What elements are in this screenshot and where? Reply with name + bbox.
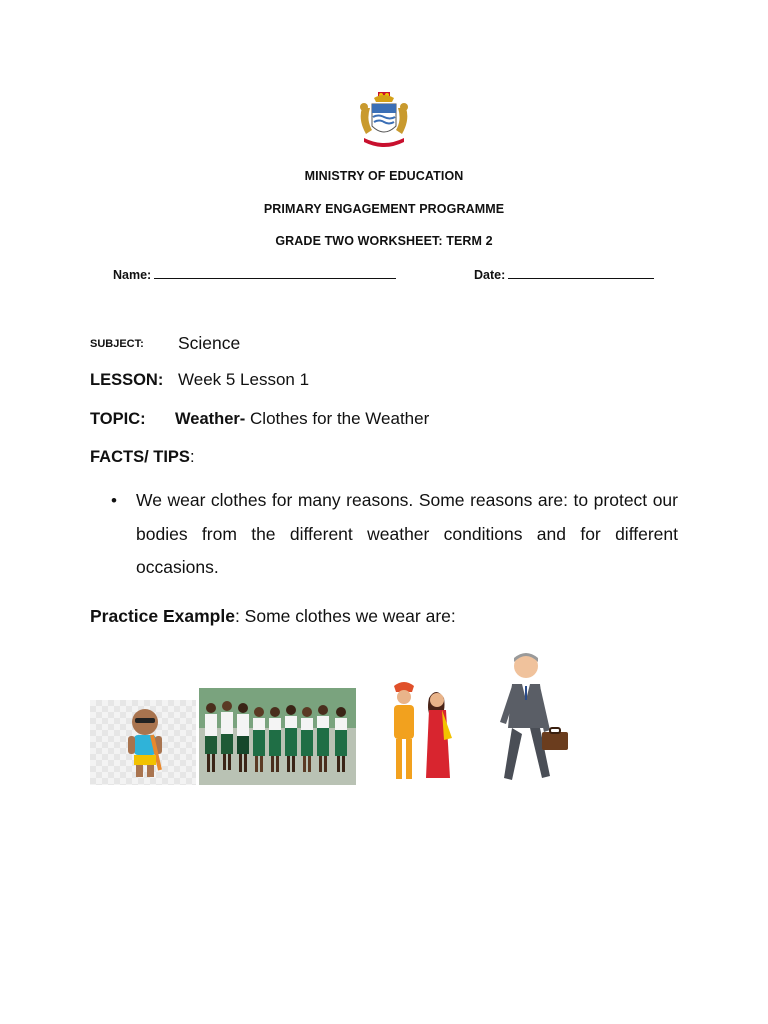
- coat-of-arms-icon: [354, 90, 414, 152]
- topic-value: Clothes for the Weather: [245, 409, 430, 428]
- facts-row: [90, 448, 195, 467]
- worksheet-heading: GRADE TWO WORKSHEET: TERM 2: [275, 234, 493, 248]
- topic-label: TOPIC:: [90, 410, 146, 428]
- programme-heading: PRIMARY ENGAGEMENT PROGRAMME: [263, 202, 505, 216]
- practice-label: Practice Example: [90, 606, 235, 626]
- date-blank-line[interactable]: [508, 267, 654, 279]
- traditional-wear-couple-image: [384, 678, 462, 786]
- practice-row: [90, 606, 456, 627]
- facts-item: We wear clothes for many reasons. Some reasons are: to protect our bodies from the different weather conditions and for different occasions.: [136, 490, 678, 577]
- business-suit-man-image: [490, 650, 575, 790]
- lesson-label: LESSON:: [90, 371, 164, 389]
- bullet-icon: •: [111, 491, 117, 510]
- subject-label: SUBJECT:: [90, 337, 144, 350]
- name-label: Name:: [113, 268, 152, 282]
- practice-text: : Some clothes we wear are:: [234, 606, 456, 626]
- name-blank-line[interactable]: [154, 267, 396, 279]
- lesson-row: [90, 370, 309, 390]
- beachwear-child-image: [90, 700, 196, 785]
- lesson-value: Week 5 Lesson 1: [178, 370, 310, 389]
- topic-row: [90, 409, 429, 429]
- topic-keyword: Weather-: [175, 410, 246, 428]
- school-uniform-students-image: [199, 688, 356, 785]
- ministry-heading: MINISTRY OF EDUCATION: [304, 169, 464, 183]
- subject-value: Science: [178, 333, 241, 353]
- facts-colon: :: [189, 448, 195, 466]
- subject-row: [90, 333, 240, 354]
- date-field[interactable]: [474, 267, 654, 282]
- date-label: Date:: [474, 268, 506, 282]
- facts-list: [111, 490, 678, 585]
- name-field[interactable]: [113, 267, 396, 282]
- facts-label: FACTS/ TIPS: [90, 448, 190, 466]
